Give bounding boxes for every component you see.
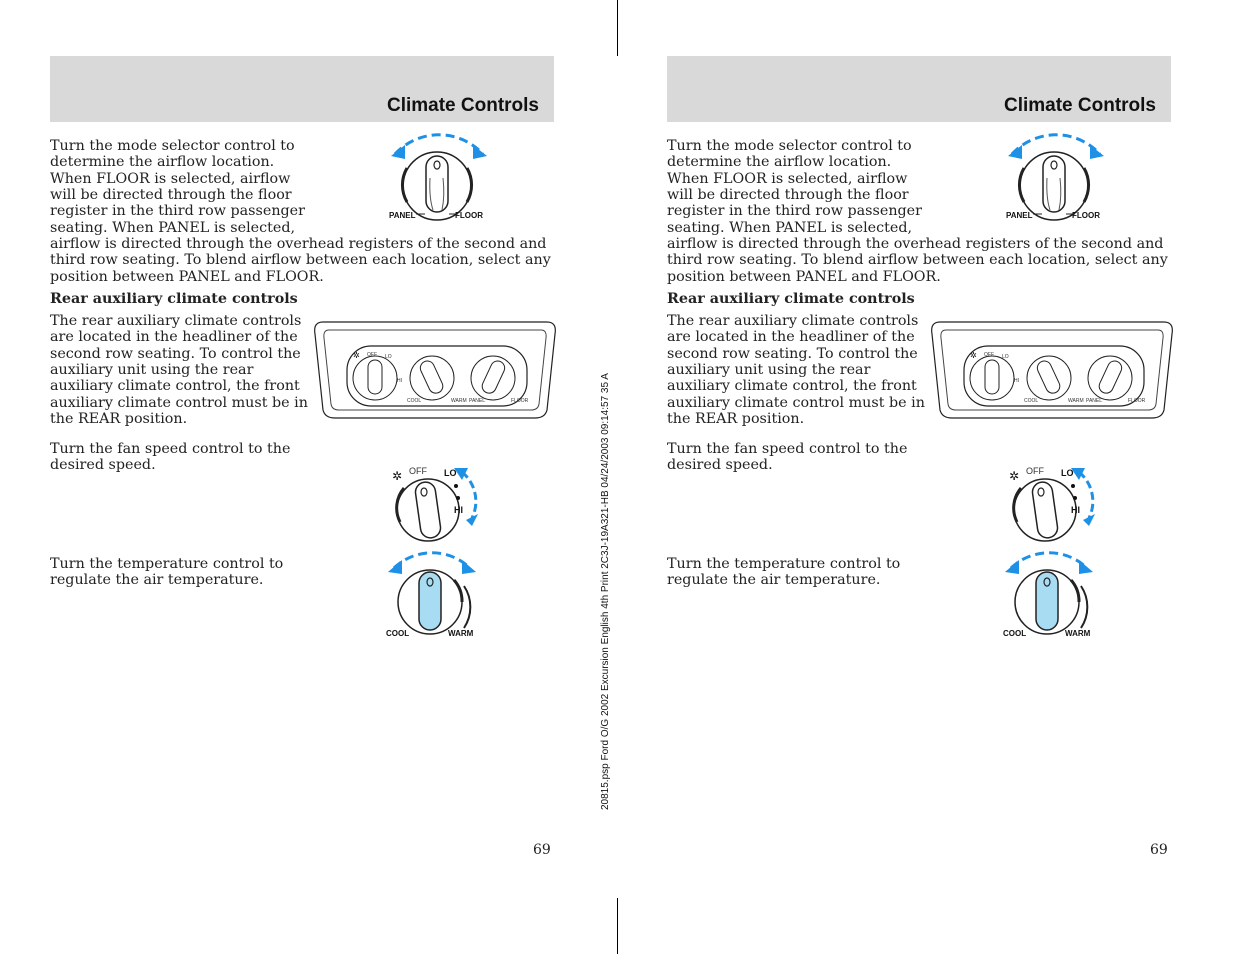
text-line: second row seating. To control the (667, 346, 918, 362)
temp-dial-figure (384, 556, 482, 642)
svg-text:✲: ✲ (970, 351, 977, 360)
warm-label: WARM (1065, 629, 1091, 638)
text-line: determine the airflow location. (667, 154, 892, 170)
rear-cool-label: COOL (1024, 398, 1039, 404)
rear-hi-label: HI (1014, 378, 1019, 384)
text-line: auxiliary climate control, the front (667, 378, 917, 394)
text-line: regulate the air temperature. (667, 572, 881, 588)
fan-lo-label: LO (1061, 468, 1074, 478)
text-line: regulate the air temperature. (50, 572, 264, 588)
rear-off-label: OFF (984, 352, 994, 358)
text-line: airflow is directed through the overhead registers of the second and (667, 236, 1164, 252)
text-line: Turn the fan speed control to the (50, 441, 291, 457)
text-line: auxiliary climate control, the front (50, 378, 300, 394)
text-line: register in the third row passenger (50, 203, 305, 219)
mode-dial-figure (1002, 138, 1112, 226)
page-title: Climate Controls (386, 95, 539, 116)
text-line: The rear auxiliary climate controls (50, 313, 302, 329)
text-line: Turn the mode selector control to (50, 138, 295, 154)
text-line: The rear auxiliary climate controls (667, 313, 919, 329)
rear-lo-label: LO (385, 354, 392, 360)
mode-dial-figure (385, 138, 495, 226)
rear-cool-label: COOL (407, 398, 422, 404)
fan-dial-figure (1009, 462, 1099, 546)
text-line: desired speed. (50, 457, 156, 473)
panel-label: PANEL (1006, 211, 1033, 220)
rear-controls-heading: Rear auxiliary climate controls (50, 291, 298, 307)
text-line: seating. When PANEL is selected, (50, 220, 296, 236)
left-page (0, 0, 560, 954)
rear-floor-label: FLOOR (1128, 398, 1146, 404)
fan-lo-label: LO (444, 468, 457, 478)
rear-panel-figure (311, 316, 559, 422)
page-title: Climate Controls (1003, 95, 1156, 116)
svg-text:✲: ✲ (353, 351, 360, 360)
rear-panel-label: PANEL (1086, 398, 1103, 404)
page-number: 69 (533, 842, 551, 858)
side-print-info: 20815.psp Ford O/G 2002 Excursion English 4th Print 2C3J-19A321-HB 04/24/2003 09:14:57 35 A (600, 373, 611, 810)
rear-controls-heading: Rear auxiliary climate controls (667, 291, 915, 307)
text-line: will be directed through the floor (50, 187, 292, 203)
cool-label: COOL (1003, 629, 1027, 638)
text-line: When FLOOR is selected, airflow (667, 171, 908, 187)
text-line: Turn the temperature control to (667, 556, 901, 572)
text-line: auxiliary unit using the rear (50, 362, 254, 378)
text-line: position between PANEL and FLOOR. (50, 269, 324, 285)
text-line: auxiliary climate control must be in (50, 395, 308, 411)
text-line: desired speed. (667, 457, 773, 473)
rear-off-label: OFF (367, 352, 377, 358)
fan-dial-figure (392, 462, 482, 546)
rear-lo-label: LO (1002, 354, 1009, 360)
fan-hi-label: HI (454, 505, 463, 515)
text-line: seating. When PANEL is selected, (667, 220, 913, 236)
floor-label: FLOOR (455, 211, 483, 220)
text-line: determine the airflow location. (50, 154, 275, 170)
text-line: third row seating. To blend airflow between each location, select any (50, 252, 551, 268)
page-number: 69 (1150, 842, 1168, 858)
text-line: auxiliary unit using the rear (667, 362, 871, 378)
temp-dial-figure (1001, 556, 1099, 642)
panel-label: PANEL (389, 211, 416, 220)
text-line: are located in the headliner of the (50, 329, 298, 345)
text-line: airflow is directed through the overhead registers of the second and (50, 236, 547, 252)
text-line: the REAR position. (50, 411, 188, 427)
rear-panel-figure (928, 316, 1176, 422)
cool-label: COOL (386, 629, 410, 638)
text-line: When FLOOR is selected, airflow (50, 171, 291, 187)
rear-floor-label: FLOOR (511, 398, 529, 404)
svg-text:✲: ✲ (1009, 469, 1020, 483)
rear-panel-label: PANEL (469, 398, 486, 404)
right-page (617, 0, 1177, 954)
text-line: Turn the fan speed control to the (667, 441, 908, 457)
text-line: Turn the mode selector control to (667, 138, 912, 154)
rear-warm-label: WARM (451, 398, 467, 404)
rear-hi-label: HI (397, 378, 402, 384)
text-line: second row seating. To control the (50, 346, 301, 362)
fan-off-label: OFF (1026, 466, 1044, 476)
text-line: will be directed through the floor (667, 187, 909, 203)
rear-warm-label: WARM (1068, 398, 1084, 404)
fan-off-label: OFF (409, 466, 427, 476)
text-line: the REAR position. (667, 411, 805, 427)
text-line: Turn the temperature control to (50, 556, 284, 572)
text-line: third row seating. To blend airflow between each location, select any (667, 252, 1168, 268)
text-line: auxiliary climate control must be in (667, 395, 925, 411)
floor-label: FLOOR (1072, 211, 1100, 220)
text-line: are located in the headliner of the (667, 329, 915, 345)
text-line: register in the third row passenger (667, 203, 922, 219)
page-header (667, 56, 1171, 122)
page-header (50, 56, 554, 122)
warm-label: WARM (448, 629, 474, 638)
text-line: position between PANEL and FLOOR. (667, 269, 941, 285)
fan-hi-label: HI (1071, 505, 1080, 515)
svg-text:✲: ✲ (392, 469, 403, 483)
